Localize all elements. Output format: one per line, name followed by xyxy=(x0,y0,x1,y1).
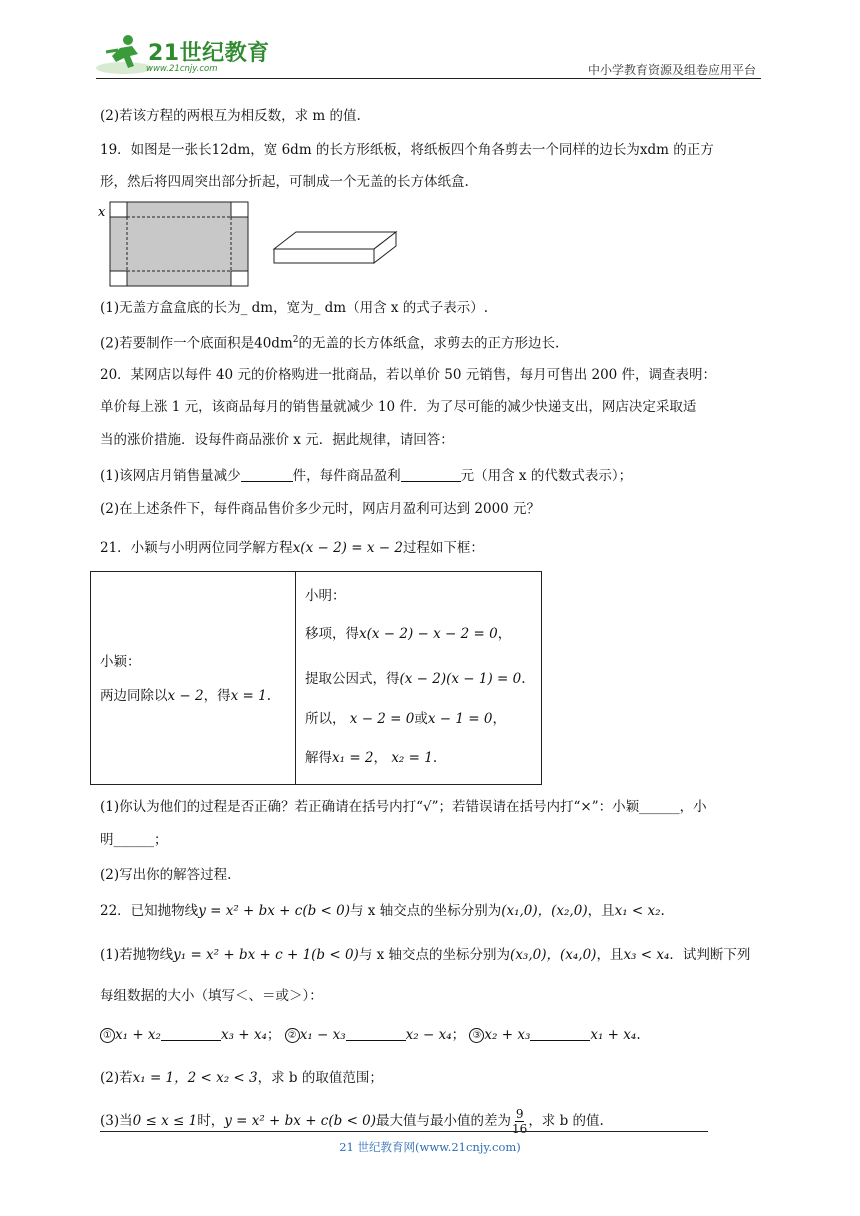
logo-url: www.21cnjy.com xyxy=(146,64,218,74)
answer-blank[interactable] xyxy=(241,467,293,482)
fraction: $\frac{9}{16}$ xyxy=(512,1107,528,1136)
xiaoming-title: 小明： xyxy=(305,588,346,604)
q21-part1-line2: 明______； xyxy=(100,832,168,848)
q22-part3: (3)当0 ≤ x ≤ 1时，y = x² + bx + c(b < 0)最大值与最小值的差为 $\frac{9}{16}$ ，求 b 的值. xyxy=(100,1107,604,1136)
xiaoming-step1: 移项，得x(x − 2) − x − 2 = 0， xyxy=(305,626,512,642)
q22-comparisons: ① x₁ + x₂ x₃ + x₄； ② x₁ − x₃ x₂ − x₄； ③ x₂ + x₃ x₁ + x₄. xyxy=(100,1025,641,1045)
xiaoying-step: 两边同除以x − 2，得x = 1. xyxy=(100,688,272,704)
answer-blank[interactable] xyxy=(346,1026,406,1041)
q19-diagram-x-label: x xyxy=(98,205,106,220)
xiaoying-title: 小颖： xyxy=(100,654,141,670)
q19-diagram xyxy=(96,200,416,290)
xiaoming-step3: 所以， x − 2 = 0或x − 1 = 0， xyxy=(305,711,506,727)
header-platform: 中小学教育资源及组卷应用平台 xyxy=(587,63,756,77)
answer-blank[interactable] xyxy=(530,1026,590,1041)
q22-part1-line1: (1)若抛物线y₁ = x² + bx + c + 1(b < 0)与 x 轴交点的坐标分别为(x₃,0)，(x₄,0)，且x₃ < x₄．试判断下列 xyxy=(100,947,751,963)
q19-line1: 19．如图是一张长12dm，宽 6dm 的长方形纸板，将纸板四个角各剪去一个同样的边长为xdm 的正方 xyxy=(100,142,714,158)
q20-line2: 单价每上涨 1 元，该商品每月的销售量就减少 10 件．为了尽可能的减少快递支出，网店决定采取适 xyxy=(100,399,697,415)
footer-text: 21 世纪教育网(www.21cnjy.com) xyxy=(339,1140,521,1154)
logo-text: 21世纪教育 xyxy=(148,41,270,66)
q20-part1: (1)该网店月销售量减少 件，每件商品盈利 元（用含 x 的代数式表示）； xyxy=(100,468,633,484)
q20-part2: (2)在上述条件下，每件商品售价多少元时，网店月盈利可达到 2000 元？ xyxy=(100,501,541,517)
q19-part1: (1)无盖方盒盒底的长为_ dm，宽为_ dm（用含 x 的式子表示）. xyxy=(100,300,489,316)
q21-solution-box xyxy=(90,571,542,785)
q18-part2: (2)若该方程的两根互为相反数，求 m 的值. xyxy=(100,108,361,124)
xiaoming-step4: 解得x₁ = 2， x₂ = 1. xyxy=(305,750,438,766)
q22-part1-line2: 每组数据的大小（填写＜、＝或＞）： xyxy=(100,988,323,1004)
q21-box-divider xyxy=(295,572,296,784)
q22-intro: 22．已知抛物线y = x² + bx + c(b < 0)与 x 轴交点的坐标分别为(x₁,0)，(x₂,0)，且x₁ < x₂. xyxy=(100,903,665,919)
q19-line2: 形，然后将四周突出部分折起，可制成一个无盖的长方体纸盒. xyxy=(100,174,469,190)
q20-line3: 当的涨价措施．设每件商品涨价 x 元．据此规律，请回答： xyxy=(100,432,454,448)
q21-part2: (2)写出你的解答过程. xyxy=(100,867,232,883)
q20-line1: 20．某网店以每件 40 元的价格购进一批商品，若以单价 50 元销售，每月可售出 200 件，调查表明： xyxy=(100,367,717,383)
page-header xyxy=(0,0,860,80)
footer-rule xyxy=(100,1131,708,1132)
q19-box-drawing xyxy=(274,232,396,263)
header-rule xyxy=(96,78,761,79)
q21-intro: 21．小颖与小明两位同学解方程x(x − 2) = x − 2过程如下框： xyxy=(100,540,484,556)
q22-part2: (2)若x₁ = 1，2 < x₂ < 3，求 b 的取值范围； xyxy=(100,1070,383,1086)
answer-blank[interactable] xyxy=(161,1026,221,1041)
q19-part2: (2)若要制作一个底面积是$40dm^2$的无盖的长方体纸盒，求剪去的正方形边长. xyxy=(100,335,560,352)
xiaoming-step2: 提取公因式，得(x − 2)(x − 1) = 0. xyxy=(305,671,526,687)
q21-part1-line1: (1)你认为他们的过程是否正确？若正确请在括号内打“√”；若错误请在括号内打“×”：小颖______，小 xyxy=(100,799,707,815)
answer-blank[interactable] xyxy=(401,467,461,482)
